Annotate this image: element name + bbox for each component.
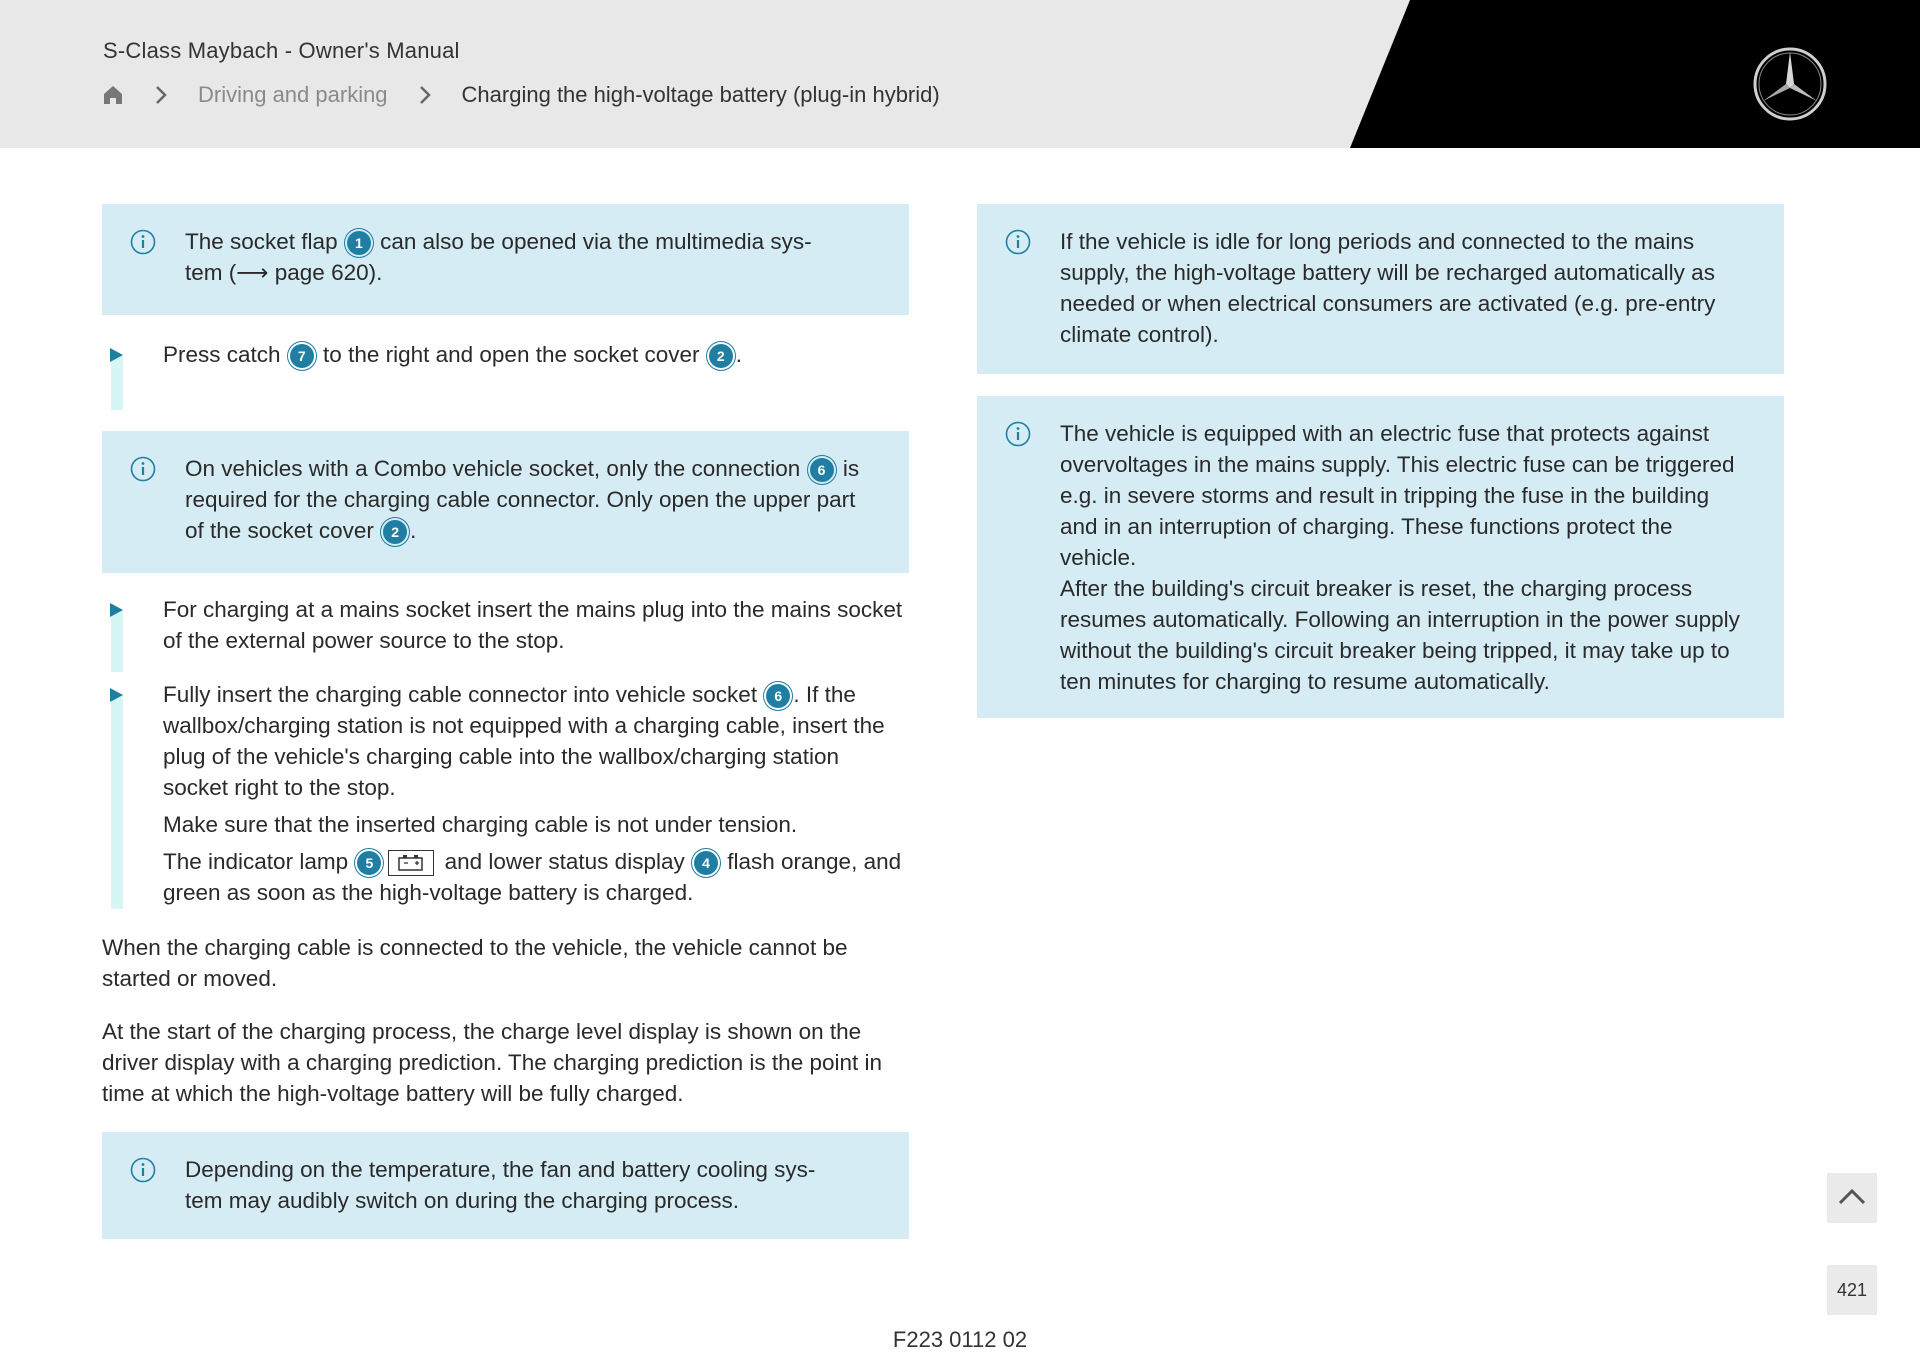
callout-badge: 5 [357, 851, 381, 875]
header-black-panel [1350, 0, 1920, 148]
step-insert-connector: Fully insert the charging cable connector into vehicle socket 6 . If the wallbox/charging station is not equipped with a charging cable, insert the plug of the vehicle's charging cable into the wallbox/charging station socket right to the stop. Make sure that the inserted charging cable is not under tension. The indicator lamp 5 and lower status display 4 flash orange, and green as soon as the high-voltage battery is charged. [102, 679, 909, 909]
callout-badge: 4 [694, 851, 718, 875]
callout-badge: 6 [810, 458, 834, 482]
info-box-socket-flap [102, 204, 909, 315]
callout-badge: 2 [383, 520, 407, 544]
callout-badge: 1 [347, 231, 371, 255]
info-icon [1005, 421, 1031, 447]
scroll-to-top-button[interactable] [1827, 1173, 1877, 1223]
left-column [102, 204, 909, 1239]
info-box-combo-socket [102, 431, 909, 573]
mercedes-star-logo [1752, 46, 1828, 122]
step-press-catch: Press catch 7 to the right and open the socket cover 2 . [102, 339, 909, 410]
chevron-right-icon [150, 84, 172, 106]
breadcrumb [102, 82, 940, 108]
callout-badge: 6 [766, 684, 790, 708]
step-arrow-icon [110, 603, 123, 617]
info-text: On vehicles with a Combo vehicle socket, only the connection 6 is required for the charging cable connector. Only open the upper part of the socket cover 2 . [185, 456, 860, 543]
page-number: 421 [1836, 1280, 1868, 1300]
info-box-cooling [102, 1132, 909, 1239]
info-text: The socket flap 1 can also be opened via the multimedia sys- tem (⟶ page 620). [185, 229, 812, 285]
info-text: Depending on the temperature, the fan and battery cooling sys- tem may audibly switch on during the charging process. [185, 1157, 816, 1213]
battery-indicator-icon [388, 850, 434, 876]
page-header [0, 0, 1920, 148]
info-icon [130, 229, 156, 255]
right-column [977, 204, 1784, 718]
info-icon [1005, 229, 1031, 255]
info-text: If the vehicle is idle for long periods and connected to the mains supply, the high-voltage battery will be recharged automatically as needed or when electrical consumers are activated (e.g. pre-entry climate control). [1060, 229, 1716, 347]
step-bar [111, 695, 123, 909]
callout-badge: 7 [290, 344, 314, 368]
step-arrow-icon [110, 688, 123, 702]
footer-code: F223 0112 02 [892, 1327, 1028, 1352]
page-number-button[interactable] [1827, 1265, 1877, 1315]
document-title: S-Class Maybach - Owner's Manual [103, 38, 460, 63]
info-icon [130, 456, 156, 482]
step-bar [111, 355, 123, 410]
breadcrumb-current: Charging the high-voltage battery (plug-in hybrid) [461, 82, 940, 107]
info-text: The vehicle is equipped with an electric fuse that protects against overvoltages in the mains supply. This electric fuse can be triggered e.g. in severe storms and result in tripping the fuse in the building and in an interruption of charging. These functions protect the vehicle. [1060, 421, 1735, 570]
step-mains-socket: For charging at a mains socket insert the mains plug into the mains socket of the external power source to the stop. [102, 594, 909, 672]
info-icon [130, 1157, 156, 1183]
breadcrumb-section-link[interactable]: Driving and parking [198, 82, 388, 107]
home-icon[interactable] [102, 84, 124, 106]
chevron-up-icon [1827, 1173, 1877, 1223]
callout-badge: 2 [709, 344, 733, 368]
info-box-electric-fuse [977, 396, 1784, 718]
step-arrow-icon [110, 348, 123, 362]
paragraph-charging-prediction: At the start of the charging process, the charge level display is shown on the driver display with a charging prediction. The charging prediction is the point in time at which the high-voltage battery will be fully charged. [102, 1019, 883, 1106]
paragraph-cable-connected: When the charging cable is connected to the vehicle, the vehicle cannot be started or moved. [102, 935, 848, 991]
chevron-right-icon [414, 84, 436, 106]
step-bar [111, 610, 123, 672]
info-box-idle-recharge [977, 204, 1784, 374]
info-text: After the building's circuit breaker is reset, the charging process resumes automatically. Following an interruption in the power supply without the building's circuit breaker being tripped, it may take up to ten minutes for charging to resume automatically. [1060, 576, 1740, 694]
